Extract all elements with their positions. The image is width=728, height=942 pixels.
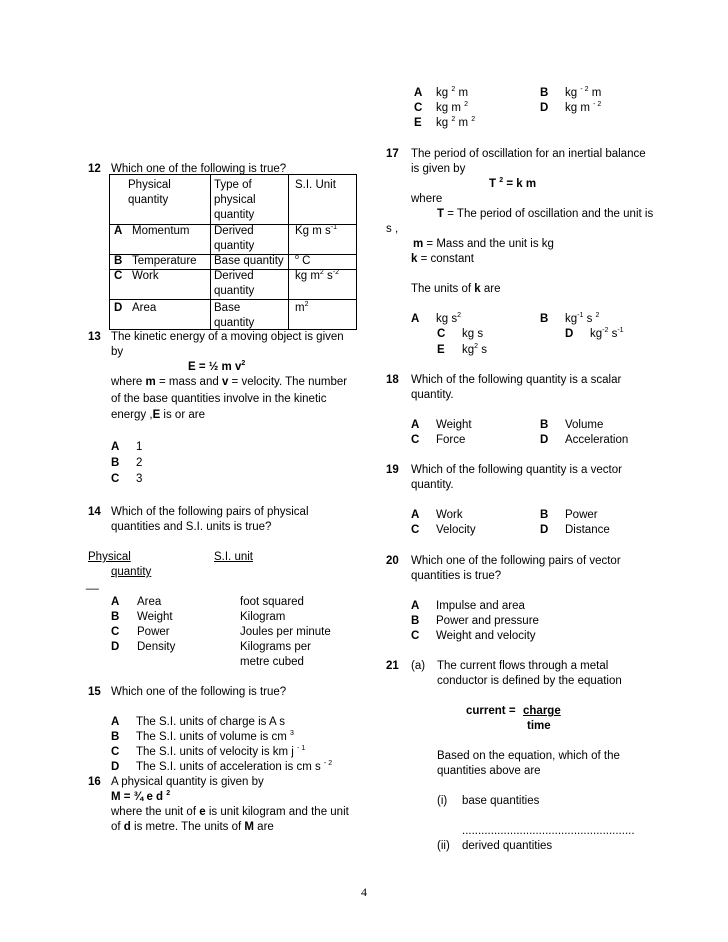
q20-line2: quantities is true? <box>411 570 502 582</box>
q21-equation-left: current = <box>466 705 516 717</box>
q21-answer-dots: ...................................................... <box>462 825 635 837</box>
q17-option-e: E $kg^2$ s <box>437 343 488 356</box>
q13-line4: of the base quantities involve in the kinetic <box>111 393 327 405</box>
q21-based-line1: Based on the equation, which of the <box>437 750 620 762</box>
q12-header-type: Type of physical quantity <box>214 179 256 221</box>
q14-option-b: B Weight Kilogram <box>111 611 286 623</box>
q13-line5: energy ,E is or are <box>111 409 205 421</box>
q16-line3: where the unit of e is unit kilogram and the unit <box>111 806 349 818</box>
q14-line1: Which of the following pairs of physical <box>111 506 309 518</box>
q17-option-a: A kg $s^2$ <box>411 312 461 325</box>
q21-sub-i-number: (i) <box>437 795 448 807</box>
q15-number: 15 <box>88 686 101 698</box>
q17-m-definition: m = Mass and the unit is kg <box>413 238 554 250</box>
q19-option-b: B Power <box>540 509 598 521</box>
q16-option-a: A kg $^2$ m <box>414 86 469 99</box>
q12-table <box>109 174 357 330</box>
q21-equation-denominator: time <box>527 720 551 732</box>
q19-line1: Which of the following quantity is a vector <box>411 464 622 476</box>
q19-option-c: C Velocity <box>411 524 476 536</box>
q21-part: (a) <box>411 660 426 672</box>
q18-option-b: B Volume <box>540 419 604 431</box>
q14-option-c: C Power Joules per minute <box>111 626 331 638</box>
q13-line2: by <box>111 346 124 358</box>
q19-option-d: D Distance <box>540 524 610 536</box>
q16-option-d: D kg m $^{- 2}$ <box>540 101 602 114</box>
q13-equation: E = ½ m $v^2$ <box>188 360 246 373</box>
q14-number: 14 <box>88 506 101 518</box>
q17-s-wrap: s , <box>386 223 399 235</box>
q13-option-b: B 2 <box>111 457 143 469</box>
q12-row-d: D Area Base quantity $m^2$ <box>114 301 309 329</box>
q17-option-c: C kg s <box>437 328 484 340</box>
q15-option-a: A The S.I. units of charge is A s <box>111 716 285 728</box>
q16-option-c: C kg m $^2$ <box>414 101 469 114</box>
q16-line1: A physical quantity is given by <box>111 776 264 788</box>
q12-number: 12 <box>88 163 101 175</box>
q21-equation-numerator: charge <box>523 705 561 717</box>
q14-option-a: A Area foot squared <box>111 596 304 608</box>
q21-line1: The current flows through a metal <box>437 660 609 672</box>
q16-line4: of d is metre. The units of M are <box>111 821 274 833</box>
q15-option-c: C The S.I. units of velocity is km j $^{- 1}$ <box>111 745 306 758</box>
q13-option-a: A 1 <box>111 441 143 453</box>
q12-row-a: A Momentum Derived quantity Kg m $s^{-1}$ <box>114 224 338 252</box>
q12-header-unit: S.I. Unit <box>295 179 336 191</box>
q17-equation: T $^2$ = k m <box>489 177 537 190</box>
q14-header-quantity-2: quantity <box>111 566 152 578</box>
q18-number: 18 <box>386 374 399 386</box>
q15-stem: Which one of the following is true? <box>111 686 287 698</box>
q20-option-a: A Impulse and area <box>411 600 525 612</box>
q16-equation: M = ¾ e d $^2$ <box>111 790 171 803</box>
q18-option-d: D Acceleration <box>540 434 629 446</box>
q20-option-c: C Weight and velocity <box>411 630 536 642</box>
q21-sub-ii: derived quantities <box>462 840 553 852</box>
q12-row-c: C Work Derived quantity kg $m^2$ $s^{-2}$ <box>114 269 340 297</box>
q14-header-unit: S.I. unit <box>214 551 253 563</box>
q18-option-a: A Weight <box>411 419 472 431</box>
q13-number: 13 <box>88 331 101 343</box>
q20-number: 20 <box>386 555 399 567</box>
q13-option-c: C 3 <box>111 473 143 485</box>
q21-line2: conductor is defined by the equation <box>437 675 622 687</box>
q16-number: 16 <box>88 776 101 788</box>
q17-t-definition: T = The period of oscillation and the unit is <box>437 208 654 220</box>
q21-number: 21 <box>386 660 399 672</box>
q21-sub-i: base quantities <box>462 795 540 807</box>
q19-option-a: A Work <box>411 509 463 521</box>
q16-option-e: E kg $^2$ m $^2$ <box>414 116 476 129</box>
q17-where: where <box>411 193 443 205</box>
q21-based-line2: quantities above are <box>437 765 541 777</box>
q17-option-d: D $kg^{-2}$ $s^{-1}$ <box>565 327 624 340</box>
q17-line1: The period of oscillation for an inertial balance <box>411 148 646 160</box>
q13-line1: The kinetic energy of a moving object is given <box>111 331 344 343</box>
q12-header-quantity: Physical quantity <box>128 179 171 206</box>
q12-stem: Which one of the following is true? <box>111 163 287 175</box>
q18-option-c: C Force <box>411 434 466 446</box>
q14-option-d: D Density Kilograms per metre cubed <box>111 641 311 668</box>
q17-k-definition: k = constant <box>411 253 474 265</box>
q19-line2: quantity. <box>411 479 454 491</box>
q19-number: 19 <box>386 464 399 476</box>
q14-header-quantity: Physical <box>88 551 131 563</box>
q16-option-b: B kg $^{- 2}$ m <box>540 86 602 99</box>
q18-line2: quantity. <box>411 389 454 401</box>
q14-line2: quantities and S.I. units is true? <box>111 521 272 533</box>
q15-option-d: D The S.I. units of acceleration is cm s $^{- 2}$ <box>111 760 333 773</box>
q17-line2: is given by <box>411 163 466 175</box>
page-number: 4 <box>361 885 367 899</box>
q14-dash: __ <box>86 578 99 590</box>
q21-sub-ii-number: (ii) <box>437 840 450 852</box>
q13-line3: where m = mass and v = velocity. The number <box>111 376 348 388</box>
q20-option-b: B Power and pressure <box>411 615 539 627</box>
q18-line1: Which of the following quantity is a scalar <box>411 374 622 386</box>
q17-option-b: B $kg^{-1}$ s $^2$ <box>540 312 600 325</box>
q15-option-b: B The S.I. units of volume is cm $^3$ <box>111 730 294 743</box>
q17-number: 17 <box>386 148 399 160</box>
q17-units-of-k: The units of k are <box>411 283 501 295</box>
q12-row-b: B Temperature Base quantity $^o$ C <box>114 254 311 267</box>
q20-line1: Which one of the following pairs of vector <box>411 555 621 567</box>
